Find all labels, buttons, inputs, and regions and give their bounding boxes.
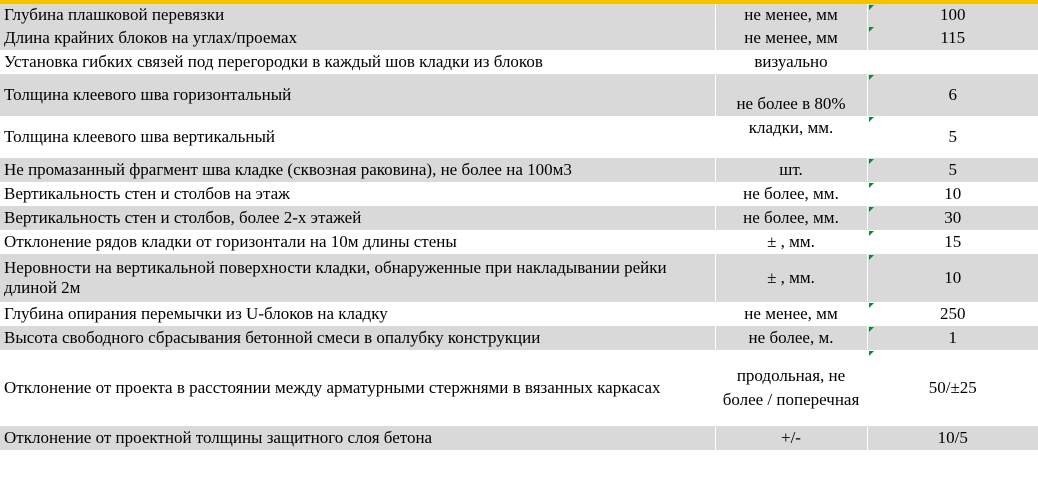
value-text: 30 — [944, 208, 962, 227]
cell-marker-icon — [869, 117, 874, 122]
value-cell — [867, 50, 1038, 74]
requirement-cell: Неровности на вертикальной поверхности кладки, обнаруженные при накладывании рейки длиной 2м — [0, 254, 715, 302]
value-cell: 10/5 — [867, 426, 1038, 450]
cell-marker-icon — [869, 183, 874, 188]
table-row — [0, 326, 1038, 350]
value-cell — [867, 326, 1038, 350]
value-cell — [867, 230, 1038, 254]
requirement-cell: Отклонение от проектной толщины защитного слоя бетона — [0, 426, 715, 450]
requirement-cell: Вертикальность стен и столбов на этаж — [0, 182, 715, 206]
value-cell — [867, 116, 1038, 158]
table-row — [0, 50, 1038, 74]
requirement-cell: Толщина клеевого шва горизонтальный — [0, 74, 715, 116]
table-row — [0, 302, 1038, 326]
value-cell — [867, 302, 1038, 326]
value-cell — [867, 26, 1038, 50]
requirement-cell: Установка гибких связей под перегородки в каждый шов кладки из блоков — [0, 50, 715, 74]
table-row — [0, 350, 1038, 426]
table-row — [0, 230, 1038, 254]
unit-cell: не менее, мм — [715, 26, 867, 50]
value-cell — [867, 206, 1038, 230]
specification-table — [0, 4, 1038, 450]
requirement-cell: Глубина опирания перемычки из U-блоков на кладку — [0, 302, 715, 326]
value-text: 5 — [948, 127, 957, 146]
table-row — [0, 74, 1038, 116]
value-text: 115 — [940, 28, 966, 47]
unit-cell: не более, м. — [715, 326, 867, 350]
value-text: 10 — [944, 184, 962, 203]
cell-marker-icon — [869, 327, 874, 332]
requirement-cell: Длина крайних блоков на углах/проемах — [0, 26, 715, 50]
requirement-cell: Отклонение от проекта в расстоянии между арматурными стержнями в вязанных каркасах — [0, 350, 715, 426]
unit-cell: шт. — [715, 158, 867, 182]
unit-cell: ± , мм. — [715, 254, 867, 302]
requirement-cell: Отклонение рядов кладки от горизонтали на 10м длины стены — [0, 230, 715, 254]
cell-marker-icon — [869, 255, 874, 260]
unit-cell: ± , мм. — [715, 230, 867, 254]
unit-cell: +/- — [715, 426, 867, 450]
unit-cell: не менее, мм — [715, 302, 867, 326]
value-text: 6 — [948, 85, 957, 104]
value-text: 1 — [948, 328, 957, 347]
cell-marker-icon — [869, 159, 874, 164]
requirement-cell: Глубина плашковой перевязки — [0, 4, 715, 26]
unit-cell: не более, мм. — [715, 182, 867, 206]
value-text: 5 — [948, 160, 957, 179]
table-row — [0, 158, 1038, 182]
cell-marker-icon — [869, 27, 874, 32]
value-cell — [867, 158, 1038, 182]
unit-cell: не более, мм. — [715, 206, 867, 230]
requirement-cell: Вертикальность стен и столбов, более 2-х этажей — [0, 206, 715, 230]
value-cell — [867, 182, 1038, 206]
value-cell — [867, 4, 1038, 26]
unit-cell: не менее, мм — [715, 4, 867, 26]
cell-marker-icon — [869, 5, 874, 10]
value-cell — [867, 350, 1038, 426]
requirement-cell: Толщина клеевого шва вертикальный — [0, 116, 715, 158]
cell-marker-icon — [869, 231, 874, 236]
cell-marker-icon — [869, 207, 874, 212]
value-text: 10 — [944, 268, 962, 287]
requirement-cell: Не промазанный фрагмент шва кладке (сквозная раковина), не более на 100м3 — [0, 158, 715, 182]
value-text: 50/±25 — [928, 378, 977, 397]
table-row — [0, 182, 1038, 206]
value-cell — [867, 254, 1038, 302]
cell-marker-icon — [869, 75, 874, 80]
value-text: 100 — [940, 5, 966, 24]
unit-cell: визуально — [715, 50, 867, 74]
value-text: 250 — [940, 304, 966, 323]
table-row — [0, 206, 1038, 230]
unit-cell: не более в 80% кладки, мм. — [715, 74, 867, 158]
table-row — [0, 426, 1038, 450]
requirement-cell: Высота свободного сбрасывания бетонной смеси в опалубку конструкции — [0, 326, 715, 350]
cell-marker-icon — [869, 303, 874, 308]
value-text: 15 — [944, 232, 962, 251]
value-cell — [867, 74, 1038, 116]
table-row — [0, 254, 1038, 302]
unit-cell: продольная, не более / поперечная — [715, 350, 867, 426]
table-row — [0, 116, 1038, 158]
table-row — [0, 26, 1038, 50]
cell-marker-icon — [869, 351, 874, 356]
table-row — [0, 4, 1038, 26]
